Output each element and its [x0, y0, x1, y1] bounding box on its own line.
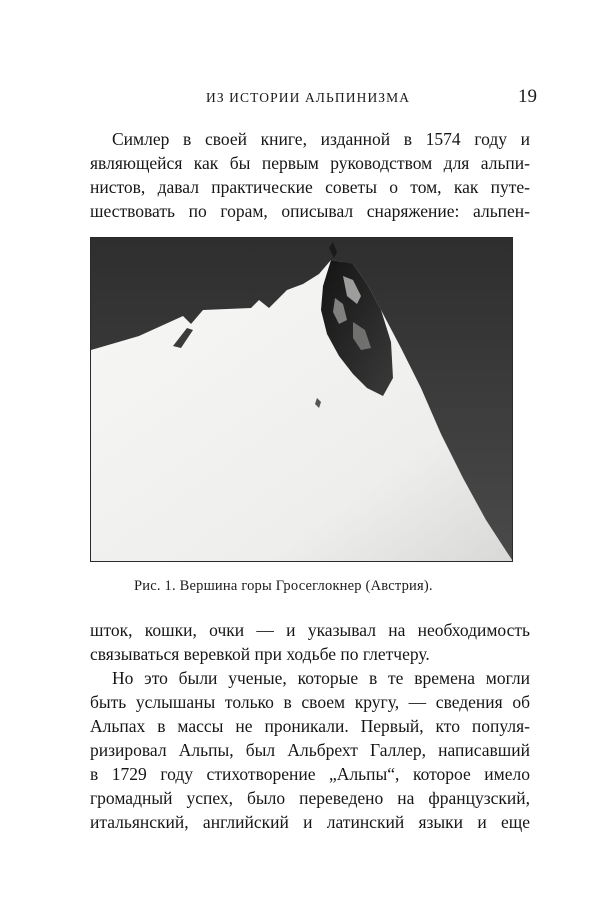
text-line: быть услышаны только в своем кругу, — сведения об	[90, 692, 530, 712]
text-line: нистов, давал практические советы о том, как путе-	[90, 177, 530, 197]
text-line: шток, кошки, очки — и указывал на необходимость	[90, 620, 530, 640]
text-line: являющейся как бы первым руководством для альпи-	[90, 153, 530, 173]
mountain-peak-image	[91, 238, 513, 562]
text-line: итальянский, английский и латинский языки и еще	[90, 812, 530, 832]
text-line: ризировал Альпы, был Альбрехт Галлер, написавший	[90, 740, 530, 760]
mountain-photograph	[90, 237, 513, 562]
text-line: в 1729 году стихотворение „Альпы“, которое имело	[90, 764, 530, 784]
text-line: связываться веревкой при ходьбе по глетчеру.	[90, 644, 430, 664]
text-line: громадный успех, было переведено на французский,	[90, 788, 530, 808]
text-line: шествовать по горам, описывал снаряжение: альпен-	[90, 201, 530, 221]
figure-caption: Рис. 1. Вершина горы Гросеглокнер (Австрия).	[134, 578, 433, 594]
text-line: Альпах в массы не проникали. Первый, кто популя-	[90, 716, 530, 736]
running-title: ИЗ ИСТОРИИ АЛЬПИНИЗМА	[206, 90, 411, 105]
text-line: Симлер в своей книге, изданной в 1574 году и	[112, 129, 530, 149]
text-line: Но это были ученые, которые в те времена могли	[112, 668, 530, 688]
page-number: 19	[518, 86, 537, 107]
